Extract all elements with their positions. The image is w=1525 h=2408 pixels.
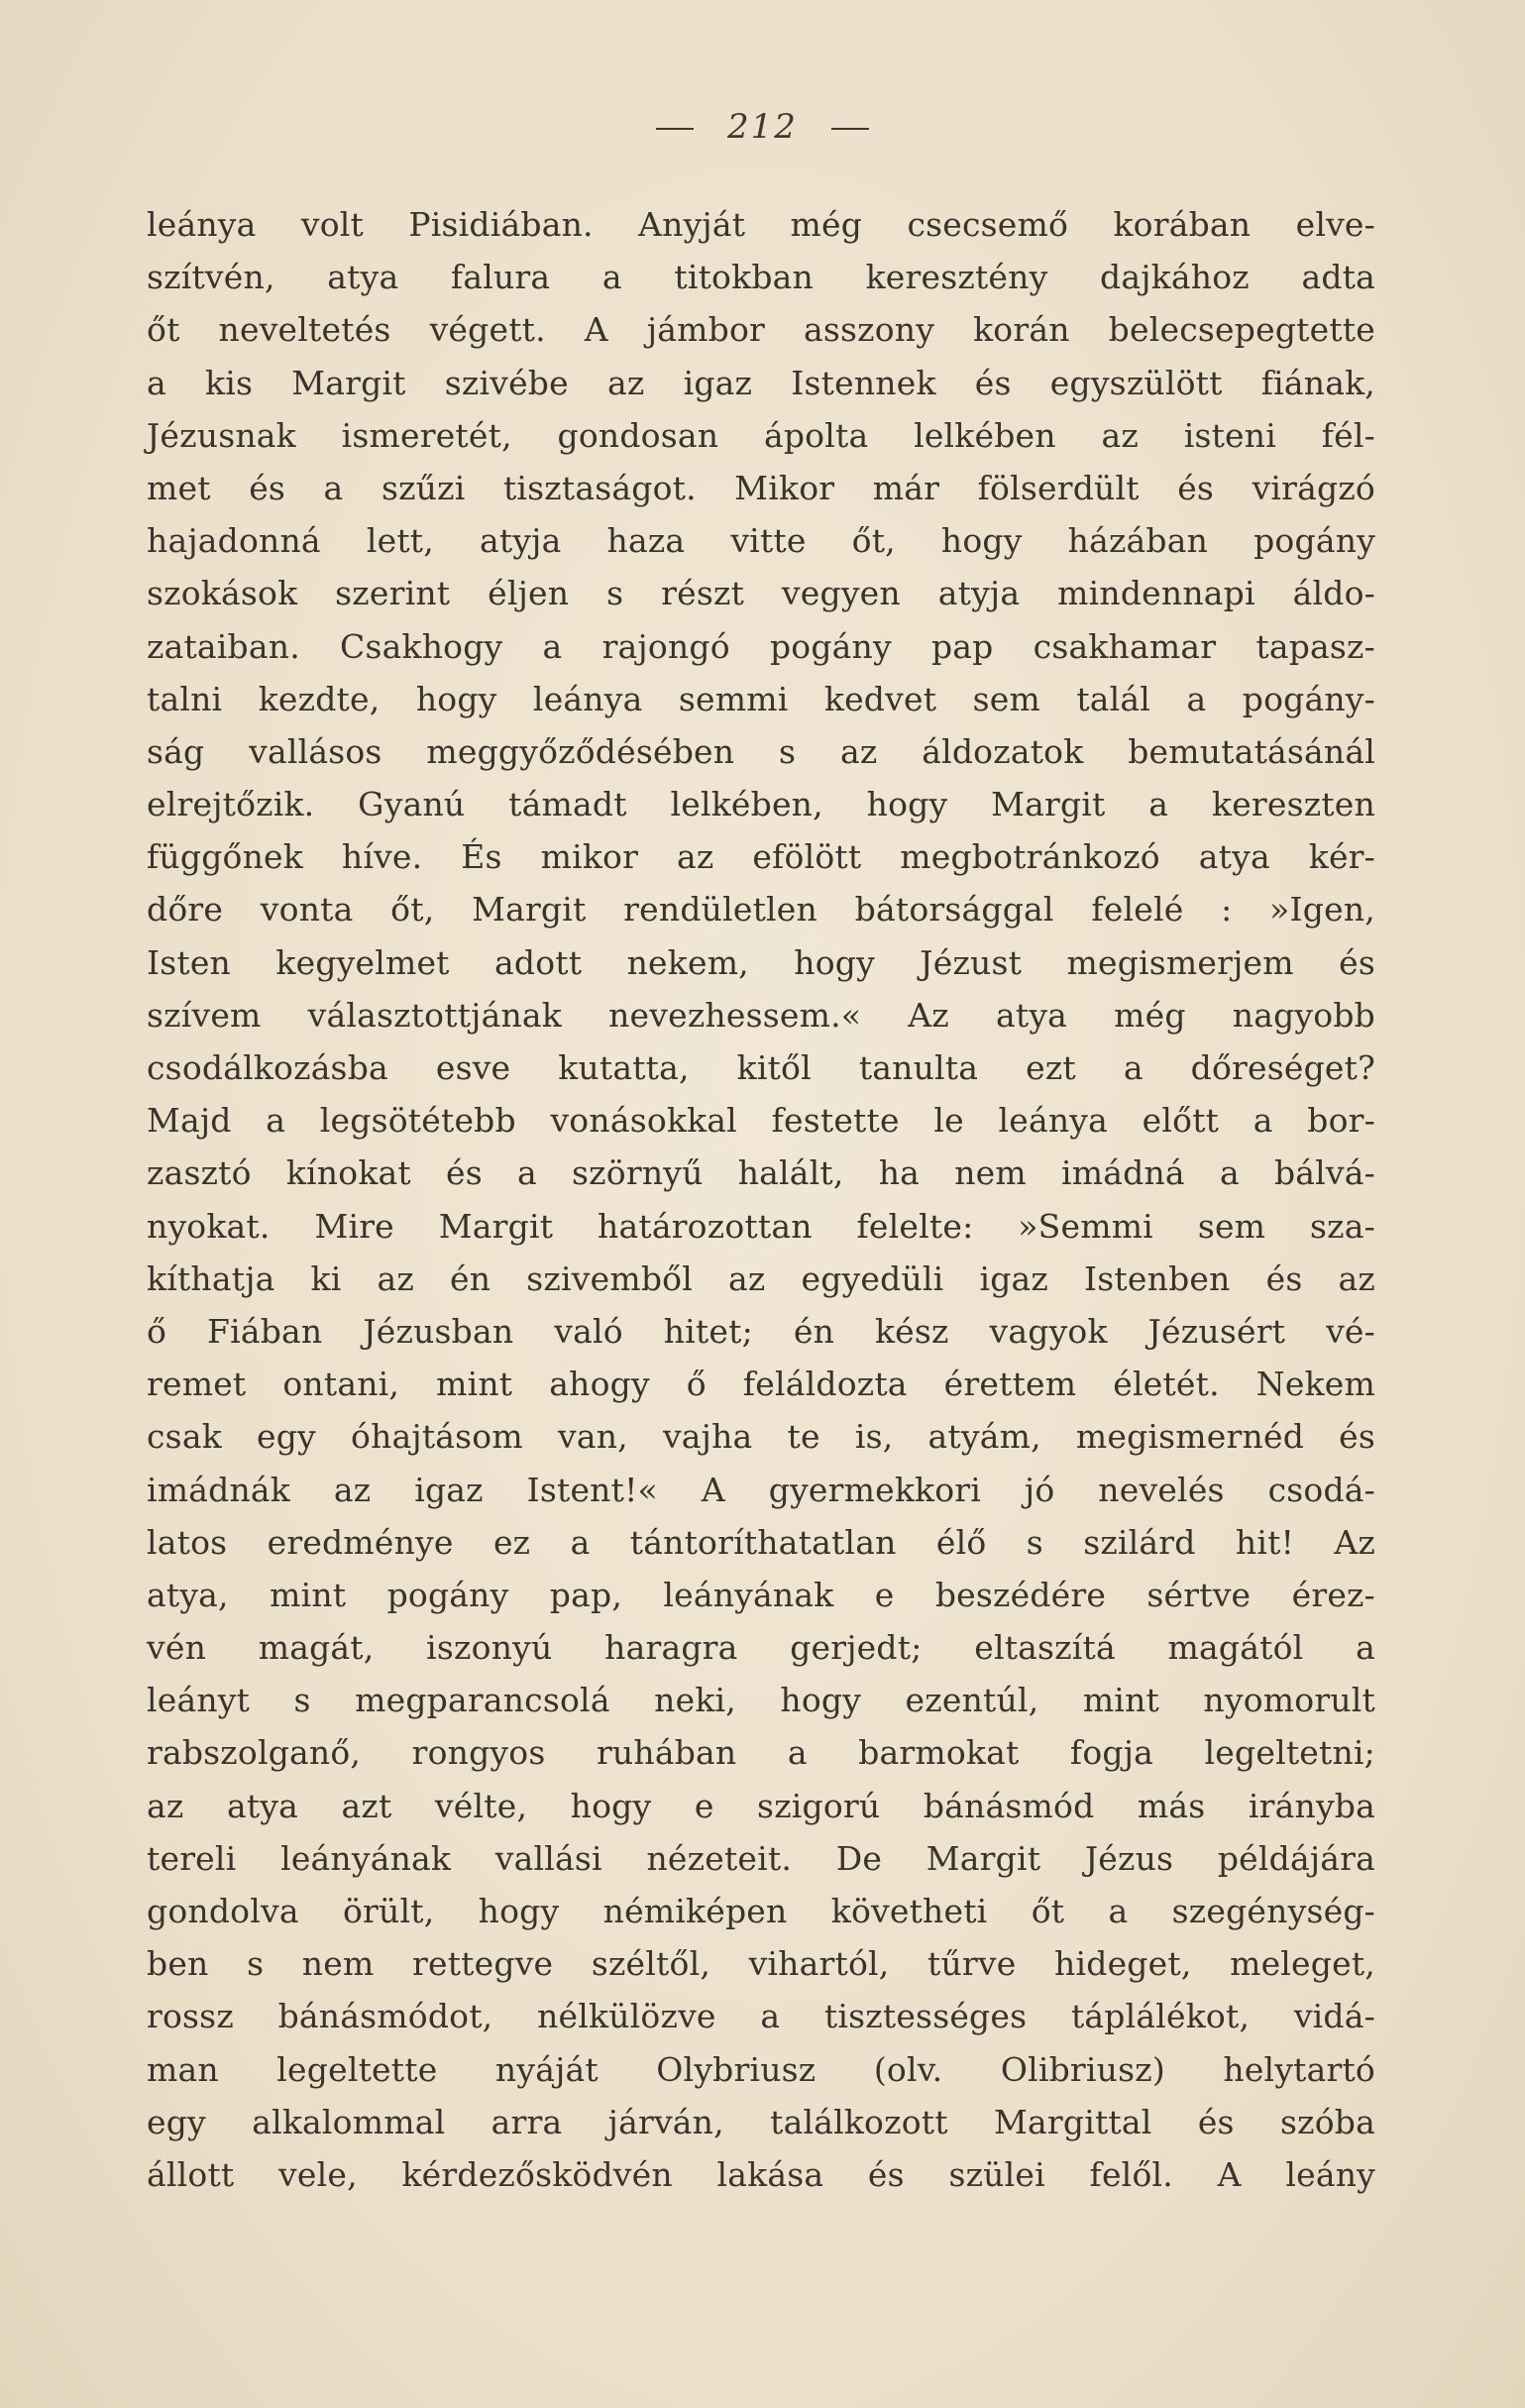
text-line: zataiban. Csakhogy a rajongó pogány pap csakhamar tapasz-	[147, 626, 1375, 666]
text-line: nyokat. Mire Margit határozottan felelte: »Semmi sem sza-	[147, 1206, 1375, 1246]
text-line: vén magát, iszonyú haragra gerjedt; eltaszítá magától a	[147, 1628, 1375, 1668]
text-line: met és a szűzi tisztaságot. Mikor már fölserdült és virágzó	[147, 468, 1375, 507]
text-line: man legeltette nyáját Olybriusz (olv. Olibriusz) helytartó	[147, 2049, 1375, 2089]
text-line: talni kezdte, hogy leánya semmi kedvet sem talál a pogány-	[147, 679, 1375, 718]
text-line: függőnek híve. És mikor az efölött megbotránkozó atya kér-	[147, 837, 1375, 877]
text-line: állott vele, kérdezősködvén lakása és szülei felől. A leány	[147, 2154, 1375, 2194]
text-line: ság vallásos meggyőződésében s az áldozatok bemutatásánál	[147, 731, 1375, 771]
text-line: csak egy óhajtásom van, vajha te is, atyám, megismernéd és	[147, 1417, 1375, 1457]
text-line: szívem választottjának nevezhessem.« Az atya még nagyobb	[147, 995, 1375, 1035]
text-line: rossz bánásmódot, nélkülözve a tisztességes táplálékot, vidá-	[147, 1997, 1375, 2036]
text-line: kíthatja ki az én szivemből az egyedüli igaz Istenben és az	[147, 1259, 1375, 1298]
text-line: az atya azt vélte, hogy e szigorú bánásmód más irányba	[147, 1786, 1375, 1825]
text-line: leánya volt Pisidiában. Anyját még csecsemő korában elve-	[147, 205, 1375, 244]
text-line: egy alkalommal arra járván, találkozott Margittal és szóba	[147, 2102, 1375, 2141]
text-line: szítvén, atya falura a titokban keresztény dajkához adta	[147, 258, 1375, 297]
text-line: őt neveltetés végett. A jámbor asszony korán belecsepegtette	[147, 310, 1375, 350]
header-dash-right	[831, 128, 869, 130]
text-line: atya, mint pogány pap, leányának e beszédére sértve érez-	[147, 1575, 1375, 1614]
text-line: csodálkozásba esve kutatta, kitől tanulta ezt a dőreséget?	[147, 1048, 1375, 1087]
text-line: ben s nem rettegve széltől, vihartól, tűrve hideget, meleget,	[147, 1944, 1375, 1984]
text-line: gondolva örült, hogy némiképen követheti őt a szegénység-	[147, 1892, 1375, 1930]
text-line: elrejtőzik. Gyanú támadt lelkében, hogy Margit a kereszten	[147, 785, 1375, 824]
text-line: remet ontani, mint ahogy ő feláldozta érettem életét. Nekem	[147, 1365, 1375, 1404]
text-line: a kis Margit szivébe az igaz Istennek és egyszülött fiának,	[147, 363, 1375, 402]
text-line: imádnák az igaz Istent!« A gyermekkori jó nevelés csodá-	[147, 1470, 1375, 1509]
body-text	[147, 198, 1375, 2201]
text-line: ő Fiában Jézusban való hitet; én kész vagyok Jézusért vé-	[147, 1311, 1375, 1351]
text-line: szokások szerint éljen s részt vegyen atyja mindennapi áldo-	[147, 574, 1375, 613]
text-line: dőre vonta őt, Margit rendületlen bátorsággal felelé : »Igen,	[147, 890, 1375, 930]
text-line: Jézusnak ismeretét, gondosan ápolta lelkében az isteni fél-	[147, 415, 1375, 455]
text-line: zasztó kínokat és a szörnyű halált, ha nem imádná a bálvá-	[147, 1153, 1375, 1193]
page-number: 212	[727, 107, 798, 147]
text-line: latos eredménye ez a tántoríthatatlan élő s szilárd hit! Az	[147, 1522, 1375, 1562]
text-line: Majd a legsötétebb vonásokkal festette le leánya előtt a bor-	[147, 1101, 1375, 1141]
page-header	[0, 107, 1525, 147]
text-line: tereli leányának vallási nézeteit. De Margit Jézus példájára	[147, 1838, 1375, 1878]
text-line: leányt s megparancsolá neki, hogy ezentúl, mint nyomorult	[147, 1681, 1375, 1720]
text-line: hajadonná lett, atyja haza vitte őt, hogy házában pogány	[147, 521, 1375, 561]
text-line: Isten kegyelmet adott nekem, hogy Jézust megismerjem és	[147, 942, 1375, 982]
header-dash-left	[656, 128, 694, 130]
text-line: rabszolganő, rongyos ruhában a barmokat fogja legeltetni;	[147, 1733, 1375, 1773]
